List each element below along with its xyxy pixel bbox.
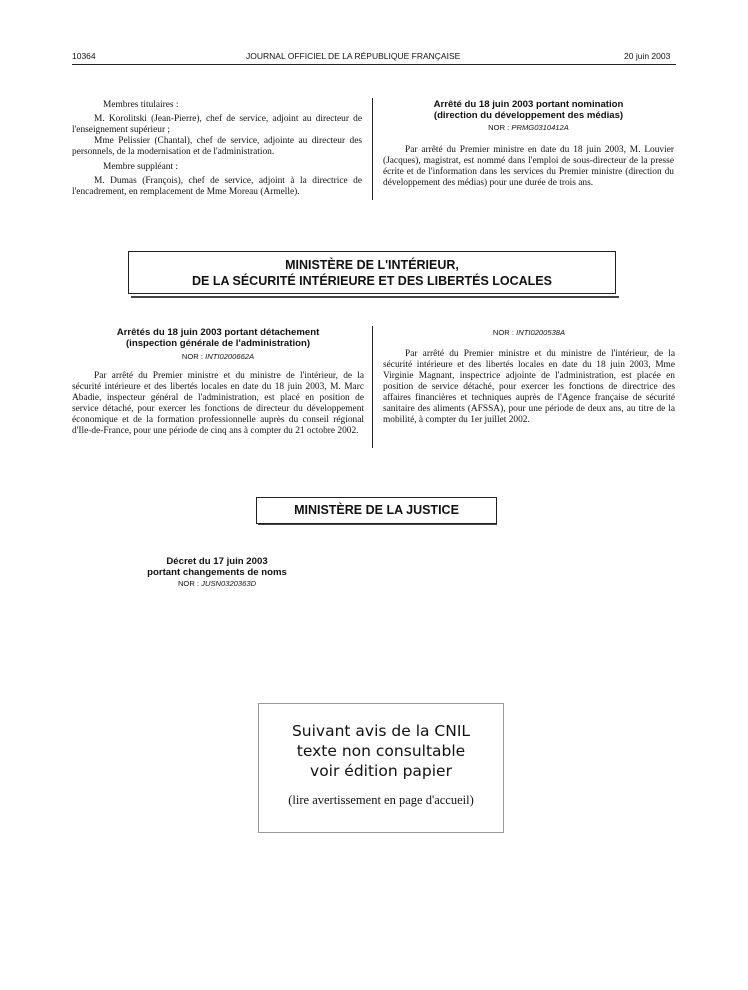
nomination-body: Par arrêté du Premier ministre en date du 18 juin 2003, M. Louvier (Jacques), magistrat, est nommé dans l'emploi de sous-directeur de la presse écrite et de l'information dans les services du Premier ministre (direction du développement des médias) pour une durée de trois ans. xyxy=(383,145,674,188)
cnil-notice-box xyxy=(258,703,504,833)
ministry-interior-box xyxy=(128,251,616,294)
top-left-column xyxy=(72,100,362,198)
cnil-line3: voir édition papier xyxy=(310,762,452,780)
decree-subtitle: portant changements de noms xyxy=(147,566,287,578)
nor-code: INTI0200538A xyxy=(516,328,566,337)
detachement-magnant-body: Par arrêté du Premier ministre et du ministre de l'intérieur, de la sécurité intérieure et des libertés locales en date du 18 juin 2003, Mme Virginie Magnant, inspectrice adjointe de l'administration, est placée en position de service détaché, pour exercer les fonctions de directrice des affaires financières et techniques auprès de l'Agence française de sécurité sanitaire des aliments (AFSSA), pour une période de deux ans, au titre de la mobilité, à compter du 1er juillet 2002. xyxy=(383,349,675,425)
cnil-line4: (lire avertissement en page d'accueil) xyxy=(288,793,474,807)
column-divider-middle xyxy=(372,326,373,448)
decree-block xyxy=(122,557,312,588)
member-korolitski: M. Korolitski (Jean-Pierre), chef de service, adjoint au directeur de l'enseignement supérieur ; xyxy=(72,114,362,135)
nor-code: PRMG0310412A xyxy=(511,123,569,132)
nor-reference xyxy=(383,123,674,132)
nor-reference xyxy=(383,328,675,337)
nor-label: NOR : xyxy=(488,123,510,132)
header-rule xyxy=(72,64,676,65)
arrete-detachement-subtitle: (inspection générale de l'administration) xyxy=(125,337,311,349)
ministry-justice-title: MINISTÈRE DE LA JUSTICE xyxy=(294,503,459,517)
page-date: 20 juin 2003 xyxy=(624,51,671,61)
arrete-detachement-title: Arrêtés du 18 juin 2003 portant détachement xyxy=(116,327,320,338)
member-pelissier: Mme Pelissier (Chantal), chef de service, adjointe au directeur des personnels, de la modernisation et de l'administration. xyxy=(72,136,362,157)
detachement-abadie-body: Par arrêté du Premier ministre et du ministre de l'intérieur, de la sécurité intérieure et des libertés locales en date du 18 juin 2003, M. Marc Abadie, inspecteur général de l'administration, est placé en position de service détaché, pour exercer les fonctions de directeur du développement économique et de la formation professionnelle auprès du conseil régional d'Ile-de-France, pour une période de cinq ans à compter du 21 octobre 2002. xyxy=(72,371,364,436)
top-right-column xyxy=(383,100,674,189)
interior-left-column xyxy=(72,328,364,437)
ministry-interior-line2: DE LA SÉCURITÉ INTÉRIEURE ET DES LIBERTÉS LOCALES xyxy=(192,274,552,288)
page-number: 10364 xyxy=(72,51,96,61)
nor-reference xyxy=(72,352,364,361)
interior-right-column xyxy=(383,328,675,426)
arrete-nomination-subtitle: (direction du développement des médias) xyxy=(433,109,624,121)
nor-code: INTI0200662A xyxy=(205,352,255,361)
journal-title: JOURNAL OFFICIEL DE LA RÉPUBLIQUE FRANÇAISE xyxy=(246,51,461,61)
nor-label: NOR : xyxy=(181,352,203,361)
nor-reference xyxy=(122,579,312,588)
ministry-interior-line1: MINISTÈRE DE L'INTÉRIEUR, xyxy=(285,258,459,272)
alternate-dumas: M. Dumas (François), chef de service, adjoint à la directrice de l'encadrement, en remplacement de Mme Moreau (Armelle). xyxy=(72,176,362,197)
ministry-justice-box xyxy=(256,497,497,524)
column-divider-top xyxy=(372,98,373,200)
cnil-line2: texte non consultable xyxy=(296,742,466,760)
arrete-nomination-title: Arrêté du 18 juin 2003 portant nomination xyxy=(433,99,624,110)
alternate-heading: Membre suppléant : xyxy=(103,162,178,172)
cnil-line1: Suivant avis de la CNIL xyxy=(291,722,471,740)
members-heading: Membres titulaires : xyxy=(103,100,179,110)
nor-code: JUSN0320363D xyxy=(201,579,257,588)
nor-label: NOR : xyxy=(177,579,200,588)
decree-title: Décret du 17 juin 2003 xyxy=(166,556,268,567)
ministry-box-shadow xyxy=(131,296,619,298)
nor-label: NOR : xyxy=(492,328,514,337)
